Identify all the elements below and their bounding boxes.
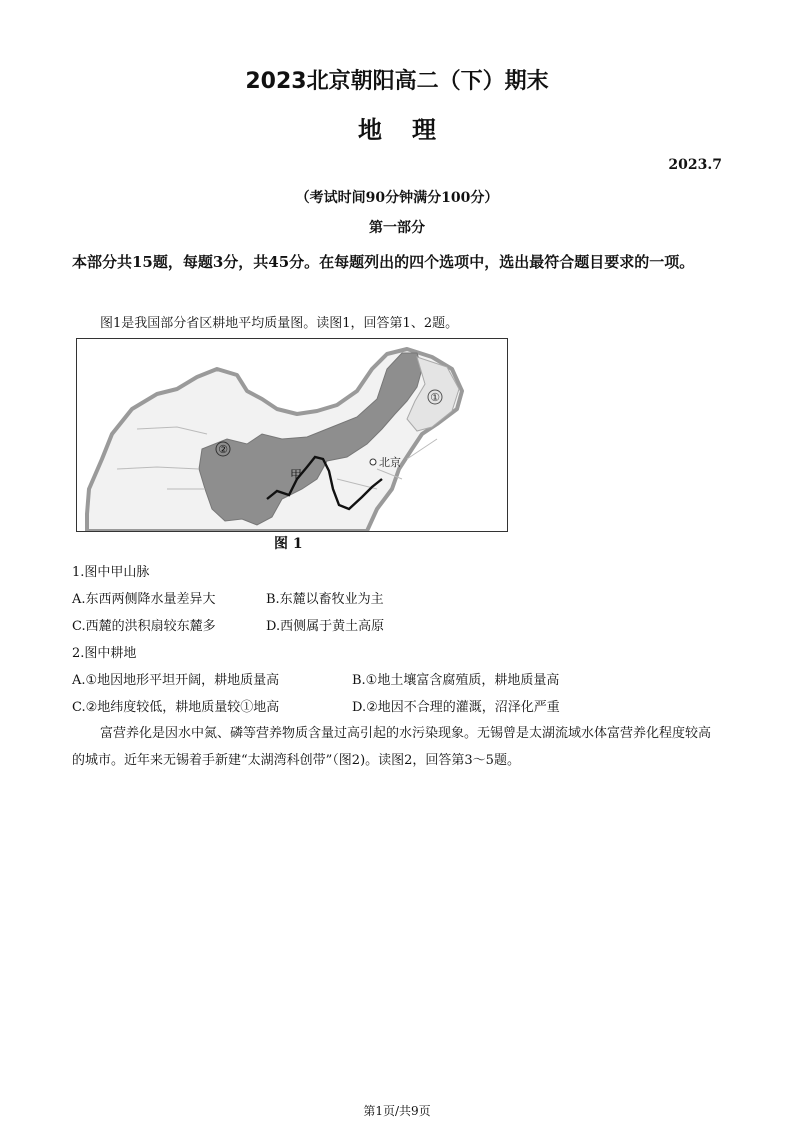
question-2-option-b: B.①地土壤富含腐殖质，耕地质量高 [352,673,560,688]
question-2-option-d: D.②地因不合理的灌溉，沼泽化严重 [352,700,560,715]
page-footer: 第1页/共9页 [363,1104,431,1118]
beijing-marker [370,459,376,465]
question-2-option-c: C.②地纬度较低，耕地质量较①地高 [72,700,280,715]
exam-date: 2023.7 [668,157,722,173]
question-1-option-d: D.西侧属于黄土高原 [266,619,385,634]
exam-title: 2023北京朝阳高二（下）期末 [245,69,549,94]
figure1-caption: 图 1 [274,536,303,552]
question-2-option-a: A.①地因地形平坦开阔，耕地质量高 [72,673,280,688]
question-1-option-b: B.东麓以畜牧业为主 [266,592,384,607]
map-label-mountain: 甲 [290,468,303,482]
exam-info: （考试时间90分钟满分100分） [295,190,499,206]
part-instructions: 本部分共15题，每题3分，共45分。在每题列出的四个选项中，选出最符合题目要求的一项。 [72,253,695,271]
question-1-stem: 1.图中甲山脉 [72,565,150,580]
figure1-intro: 图1是我国部分省区耕地平均质量图。读图1，回答第1、2题。 [100,316,459,331]
question-2-stem: 2.图中耕地 [72,646,137,661]
map-label-beijing: 北京 [379,456,401,469]
question-1-option-a: A.东西两侧降水量差异大 [72,592,216,607]
question-1-option-c: C.西麓的洪积扇较东麓多 [72,619,216,634]
passage-eutrophication: 富营养化是因水中氮、磷等营养物质含量过高引起的水污染现象。无锡曾是太湖流域水体富营养化程度较高的城市。近年来无锡着手新建“太湖湾科创带”（图2)。读图2，回答第3～5题。 [72,726,712,768]
map-label-1: ① [430,391,440,404]
part-heading: 第一部分 [369,220,425,236]
map-label-2: ② [218,443,228,456]
subject-title: 地理 [358,116,466,144]
figure1-map [76,338,508,532]
